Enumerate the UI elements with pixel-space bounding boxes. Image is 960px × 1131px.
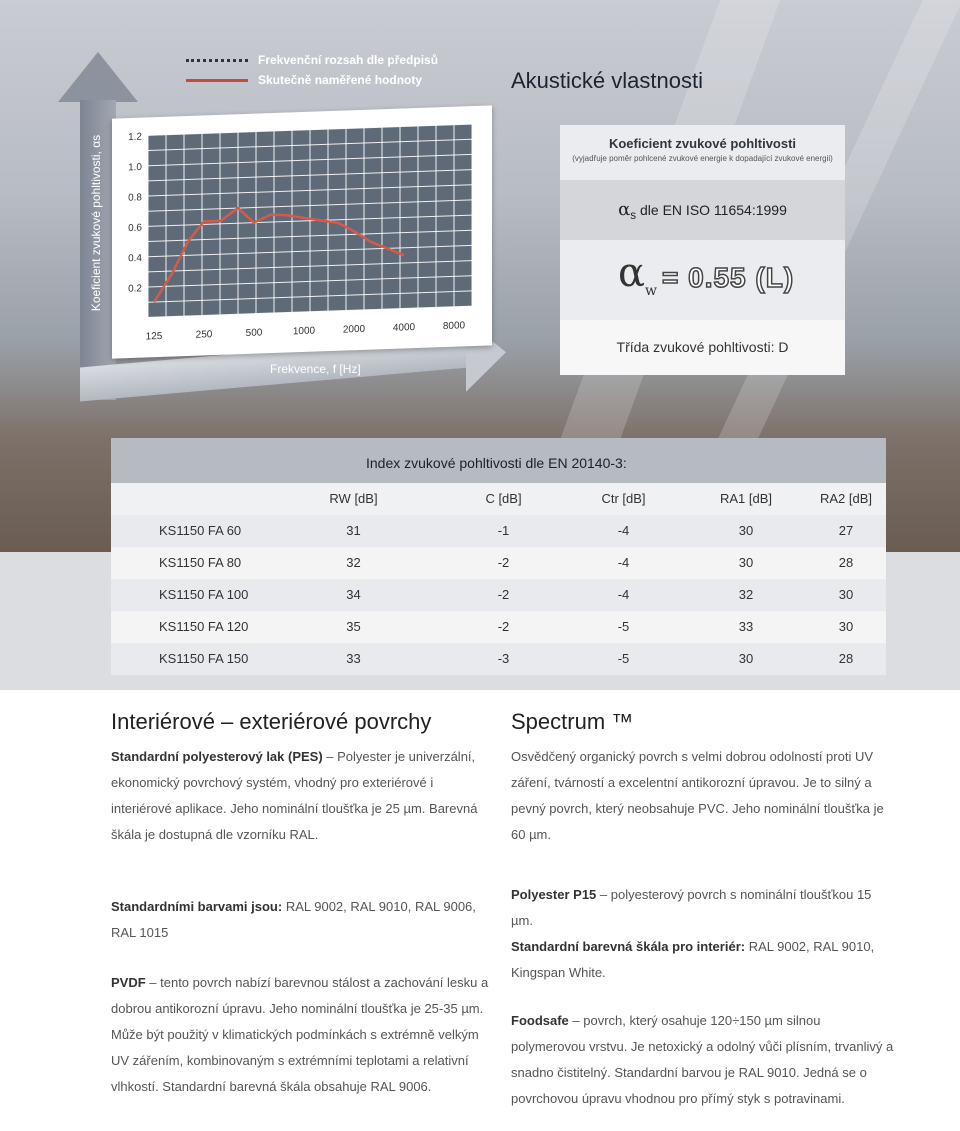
pes-text: – Polyester je univerzální, ekonomický povrchový systém, vhodný pro exteriérové i interiérové aplikace. Jeho nominální tloušťka je 25 µm. Barevná škála je dostupná dle vzorníku RAL. bbox=[111, 749, 478, 842]
standard-colors-text: RAL 9002, RAL 9010, RAL 9006, RAL 1015 bbox=[111, 899, 476, 940]
info-header bbox=[560, 125, 845, 180]
table-cell: -5 bbox=[617, 619, 630, 634]
table-cell: -4 bbox=[617, 523, 630, 538]
table-cell: 34 bbox=[346, 587, 361, 602]
foodsafe-paragraph bbox=[511, 1008, 896, 1112]
y-tick-label: 0.8 bbox=[128, 192, 142, 204]
y-tick-label: 1.0 bbox=[128, 161, 142, 174]
table-cell: 30 bbox=[738, 651, 754, 666]
alpha-subscript: s bbox=[630, 208, 637, 222]
table-cell: 30 bbox=[738, 523, 754, 538]
column-header: RW [dB] bbox=[329, 491, 378, 506]
x-tick-label: 1000 bbox=[292, 325, 316, 338]
table-cell: 31 bbox=[346, 523, 361, 538]
interior-colors-label: Standardní barevná škála pro interiér: bbox=[511, 939, 746, 954]
y-tick-label: 0.4 bbox=[128, 252, 142, 265]
row-label: KS1150 FA 120 bbox=[159, 619, 249, 634]
column-header: C [dB] bbox=[485, 491, 522, 506]
table-row bbox=[111, 579, 886, 611]
legend-item-required bbox=[186, 50, 438, 70]
table-cell: 28 bbox=[838, 651, 854, 666]
table-header-row bbox=[111, 483, 886, 515]
standard-colors-paragraph bbox=[111, 894, 491, 946]
table-cell: -4 bbox=[617, 555, 630, 570]
absorption-chart bbox=[112, 105, 492, 358]
row-label: KS1150 FA 80 bbox=[159, 555, 242, 570]
standard-text: dle EN ISO 11654:1999 bbox=[640, 202, 787, 218]
table-cell: -2 bbox=[497, 587, 510, 602]
table-cell: 33 bbox=[346, 651, 361, 666]
absorption-info-box bbox=[560, 125, 845, 375]
table-title: Index zvukové pohltivosti dle EN 20140-3: bbox=[111, 438, 886, 483]
legend-label: Skutečně naměřené hodnoty bbox=[258, 73, 423, 87]
spectrum-paragraph: Osvědčený organický povrch s velmi dobrou odolností proti UV záření, tvárností a excelentní antikorozní úpravou. Je to silný a pevný povrch, který neobsahuje PVC. Jeho nominální tloušťka je 60 µm. bbox=[511, 749, 884, 842]
pvdf-label: PVDF bbox=[111, 975, 146, 990]
left-heading: Interiérové – exteriérové povrchy bbox=[111, 709, 432, 734]
pes-paragraph bbox=[111, 744, 491, 848]
chart-panel bbox=[112, 105, 492, 358]
table-cell: -4 bbox=[617, 587, 630, 602]
alpha-w-value: = 0.55 (L) bbox=[662, 262, 795, 293]
p15-label: Polyester P15 bbox=[511, 887, 597, 902]
table-cell: -3 bbox=[497, 651, 510, 666]
p15-text: – polyesterový povrch s nominální tloušťkou 15 µm. bbox=[511, 887, 872, 928]
absorption-class: Třída zvukové pohltivosti: D bbox=[560, 320, 845, 375]
x-tick-label: 125 bbox=[145, 330, 163, 343]
table-cell: -2 bbox=[497, 555, 510, 570]
weighted-alpha-row bbox=[560, 240, 845, 320]
table-corner bbox=[111, 483, 261, 515]
table-cell: 27 bbox=[838, 523, 854, 538]
x-tick-label: 2000 bbox=[342, 323, 366, 336]
standard-row bbox=[560, 180, 845, 240]
column-header: Ctr [dB] bbox=[601, 491, 646, 506]
table-cell: 32 bbox=[346, 555, 361, 570]
section-title: Akustické vlastnosti bbox=[511, 68, 703, 93]
pvdf-text: – tento povrch nabízí barevnou stálost a zachování lesku a dobrou antikorozní úpravu. Jeho nominální tloušťka je 25-35 µm. Může být použitý v klimatických podmínkách s extrémně velkým UV zářením, kombinovaným s extrémními teplotami a relativní vlhkostí. Standardní barevná škála obsahuje RAL 9006. bbox=[111, 975, 489, 1094]
x-tick-label: 8000 bbox=[442, 320, 466, 333]
legend-item-measured bbox=[186, 70, 438, 90]
info-subtitle: (vyjadřuje poměr pohlcené zvukové energie k dopadající zvukové energii) bbox=[572, 154, 833, 163]
x-axis-label: Frekvence, f [Hz] bbox=[270, 362, 361, 376]
column-header: RA2 [dB] bbox=[819, 491, 873, 506]
foodsafe-label: Foodsafe bbox=[511, 1013, 569, 1028]
column-header: RA1 [dB] bbox=[719, 491, 773, 506]
interior-colors-text: RAL 9002, RAL 9010, Kingspan White. bbox=[511, 939, 875, 980]
table-cell: 30 bbox=[838, 587, 854, 602]
row-label: KS1150 FA 150 bbox=[159, 651, 249, 666]
table-cell: 30 bbox=[838, 619, 854, 634]
alpha-symbol: α bbox=[618, 199, 631, 220]
alpha-w-subscript: w bbox=[645, 283, 657, 299]
info-title: Koeficient zvukové pohltivosti bbox=[608, 136, 797, 151]
y-axis-arrow-head bbox=[58, 52, 138, 102]
foodsafe-text: – povrch, který osahuje 120÷150 µm silnou polymerovou vrstvu. Je netoxický a odolný vůči plísním, trvanlivý a snadno čistitelný. Standardní barvou je RAL 9010. Jedná se o povrchovou úpravu vhodnou pro přímý styk s potravinami. bbox=[511, 1013, 894, 1106]
pes-label: Standardní polyesterový lak (PES) bbox=[111, 749, 323, 764]
table-cell: 30 bbox=[738, 555, 754, 570]
y-tick-label: 1.2 bbox=[128, 131, 142, 144]
interior-colors-paragraph bbox=[511, 934, 896, 986]
table-row bbox=[111, 515, 886, 547]
dotted-line-swatch bbox=[186, 59, 248, 62]
table-cell: -1 bbox=[497, 523, 510, 538]
red-line-swatch bbox=[186, 79, 248, 82]
y-axis-label-wrap bbox=[84, 120, 108, 340]
table-row bbox=[111, 643, 886, 675]
chart-legend bbox=[186, 50, 438, 90]
table-cell: 35 bbox=[346, 619, 361, 634]
table-cell: -2 bbox=[497, 619, 510, 634]
table-cell: -5 bbox=[617, 651, 630, 666]
table-row bbox=[111, 547, 886, 579]
p15-paragraph bbox=[511, 882, 896, 934]
row-label: KS1150 FA 60 bbox=[159, 523, 242, 538]
sound-index-table bbox=[111, 438, 886, 675]
y-tick-label: 0.6 bbox=[128, 222, 142, 235]
left-column bbox=[111, 708, 491, 1100]
legend-label: Frekvenční rozsah dle předpisů bbox=[258, 53, 439, 67]
x-tick-label: 500 bbox=[245, 327, 263, 339]
table-cell: 33 bbox=[738, 619, 754, 634]
x-tick-label: 250 bbox=[195, 329, 213, 341]
table-row bbox=[111, 611, 886, 643]
y-axis-label: Koeficient zvukové pohltivosti, αs bbox=[89, 134, 103, 312]
right-heading: Spectrum ™ bbox=[511, 709, 634, 734]
table-cell: 32 bbox=[738, 587, 754, 602]
row-label: KS1150 FA 100 bbox=[159, 587, 249, 602]
y-tick-label: 0.2 bbox=[128, 283, 142, 295]
alpha-w-letter: α bbox=[618, 250, 646, 296]
table-cell: 28 bbox=[838, 555, 854, 570]
alpha-w-symbol bbox=[618, 250, 657, 299]
standard-colors-label: Standardními barvami jsou: bbox=[111, 899, 283, 914]
x-tick-label: 4000 bbox=[392, 322, 416, 334]
right-column bbox=[511, 708, 896, 1112]
pvdf-paragraph bbox=[111, 970, 491, 1100]
